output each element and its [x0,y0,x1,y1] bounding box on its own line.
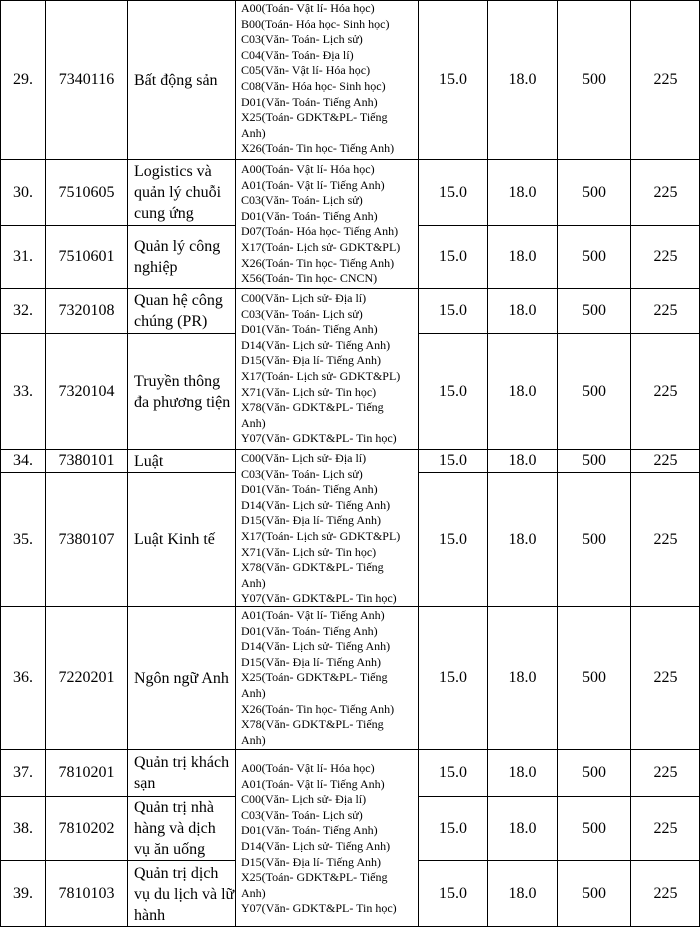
score-2-text: 18.0 [508,452,537,469]
stt-text: 36. [13,669,33,686]
code-text: 7810201 [58,764,115,781]
subject-combination: D15(Văn- Địa lí- Tiếng Anh) [241,854,381,869]
program-name [128,750,235,796]
code [46,797,127,860]
subject-combination: A01(Toán- Vật lí- Tiếng Anh) [241,608,385,622]
score-2 [488,1,557,159]
program-name-text: Quan hệ công chúng (PR) [134,292,223,330]
subject-combination: C03(Văn- Toán- Lịch sử) [241,193,363,208]
code [46,334,127,449]
program-name-text: Logistics và quản lý chuỗi cung ứng [134,163,222,222]
score-3-text: 500 [582,382,606,400]
stt [1,607,45,749]
program-name-text: Quản lý công nghiệp [134,238,221,276]
program-name-text: Quản trị nhà hàng và dịch vụ ăn uống [134,799,216,858]
score-1-text: 15.0 [439,452,467,469]
score-1 [419,797,487,860]
subject-combination: C03(Văn- Toán- Lịch sử) [241,466,363,481]
program-name [128,607,235,749]
score-4-text: 225 [653,71,678,88]
score-1-text: 15.0 [439,819,467,837]
subject-combination: X26(Toán- Tin học- Tiếng Anh) [241,255,395,270]
stt [1,473,45,606]
score-2 [488,861,557,927]
score-2-text: 18.0 [508,183,537,201]
subject-combination: A01(Toán- Vật lí- Tiếng Anh) [241,177,385,192]
score-4 [631,450,700,472]
code [46,160,127,225]
subject-combination: C00(Văn- Lịch sử- Địa lí) [241,792,367,807]
score-2-text: 18.0 [508,764,537,781]
program-name [128,1,235,159]
score-1 [419,473,487,606]
score-2 [488,607,557,749]
score-4 [631,607,700,749]
score-1-text: 15.0 [439,764,467,781]
subject-combination: D15(Văn- Địa lí- Tiếng Anh) [241,353,381,368]
score-3-text: 500 [582,248,606,265]
code-text: 7220201 [58,669,115,686]
program-name [128,797,235,860]
subject-combination: C03(Văn- Toán- Lịch sử) [241,32,363,47]
score-4 [631,289,700,333]
program-name-text: Ngôn ngữ Anh [134,669,229,687]
score-1-text: 15.0 [439,183,467,201]
score-3-text: 500 [582,819,606,837]
subject-combination: X26(Toán- Tin học- Tiếng Anh) [241,701,395,716]
score-4-text: 225 [653,669,678,686]
score-3-text: 500 [582,885,606,902]
stt-text: 34. [13,452,33,469]
subject-combination: A00(Toán- Vật lí- Hóa học) [241,162,375,176]
subject-combination: D01(Văn- Toán- Tiếng Anh) [241,208,378,223]
score-4 [631,334,700,449]
score-3-text: 500 [582,183,606,201]
stt-text: 30. [13,183,33,201]
score-4-text: 225 [653,248,678,265]
score-3 [558,473,630,606]
score-2 [488,473,557,606]
score-2 [488,750,557,796]
score-1 [419,861,487,927]
subject-combination: Anh) [241,575,266,590]
code [46,450,127,472]
score-3-text: 500 [582,302,606,319]
table-horizontal-rule [235,288,419,289]
subject-combination: A01(Toán- Vật lí- Tiếng Anh) [241,776,385,791]
subject-combination: X17(Toán- Lịch sử- GDKT&PL) [241,368,401,383]
score-3-text: 500 [582,530,606,548]
program-name [128,289,235,333]
stt [1,797,45,860]
code-text: 7340116 [58,71,115,88]
subject-combination: D14(Văn- Lịch sử- Tiếng Anh) [241,337,391,352]
stt [1,861,45,927]
score-4 [631,797,700,860]
stt-text: 39. [13,885,33,902]
subject-combination: D15(Văn- Địa lí- Tiếng Anh) [241,654,381,669]
program-name [128,861,235,927]
score-4-text: 225 [653,183,678,201]
score-1 [419,450,487,472]
score-2-text: 18.0 [508,71,537,88]
score-2-text: 18.0 [508,885,537,902]
program-name [128,334,235,449]
code [46,226,127,288]
subject-combination: C00(Văn- Lịch sử- Địa lí) [241,451,367,465]
subject-combination: X78(Văn- GDKT&PL- Tiếng [241,560,384,575]
table-horizontal-rule [235,159,419,160]
subject-combination: X78(Văn- GDKT&PL- Tiếng [241,717,384,732]
code-text: 7380107 [58,530,115,548]
table-vertical-rule [235,0,236,927]
code-text: 7510605 [58,183,115,201]
subject-combination: X71(Văn- Lịch sử- Tin học) [241,384,377,399]
subject-combination: A00(Toán- Vật lí- Hóa học) [241,1,375,15]
score-3 [558,797,630,860]
subject-combination: Anh) [241,732,266,747]
score-1-text: 15.0 [439,302,467,319]
score-2 [488,797,557,860]
code [46,289,127,333]
score-4 [631,1,700,159]
code-text: 7320104 [58,382,115,400]
subject-combination: B00(Toán- Hóa học- Sinh học) [241,16,390,31]
score-4-text: 225 [653,530,678,548]
stt-text: 31. [13,248,33,265]
code [46,1,127,159]
score-3 [558,450,630,472]
score-2 [488,334,557,449]
subject-combination: D01(Văn- Toán- Tiếng Anh) [241,482,378,497]
subject-combination-list [241,608,394,748]
score-1 [419,334,487,449]
program-name [128,160,235,225]
score-2-text: 18.0 [508,669,537,686]
score-2-text: 18.0 [508,530,537,548]
score-3-text: 500 [582,764,606,781]
subject-combination: Y07(Văn- GDKT&PL- Tin học) [241,431,397,446]
score-1 [419,750,487,796]
code-text: 7810202 [58,819,115,837]
score-3 [558,861,630,927]
stt [1,450,45,472]
score-2 [488,226,557,288]
code-text: 7510601 [58,248,115,265]
stt [1,160,45,225]
score-1 [419,289,487,333]
subject-combination: D07(Toán- Hóa học- Tiếng Anh) [241,224,399,239]
subject-combination: Anh) [241,415,266,430]
subject-combination-list [241,1,394,157]
subject-combination: C00(Văn- Lịch sử- Địa lí) [241,291,367,305]
subject-combination: D14(Văn- Lịch sử- Tiếng Anh) [241,639,391,654]
subject-combination: D15(Văn- Địa lí- Tiếng Anh) [241,513,381,528]
program-name-text: Luật Kinh tế [134,531,215,548]
subject-combination: Anh) [241,125,266,140]
score-4 [631,160,700,225]
subject-combination: C05(Văn- Vật lí- Hóa học) [241,63,371,78]
score-1 [419,1,487,159]
subject-combination: X17(Toán- Lịch sử- GDKT&PL) [241,528,401,543]
stt-text: 38. [13,819,33,837]
table-horizontal-rule [235,449,419,450]
score-3 [558,334,630,449]
score-3 [558,1,630,159]
subject-combination-list [241,761,397,917]
subject-combination: C04(Văn- Toán- Địa lí) [241,47,354,62]
code [46,750,127,796]
score-4 [631,750,700,796]
subject-combination: X25(Toán- GDKT&PL- Tiếng [241,870,388,885]
subject-combination: Y07(Văn- GDKT&PL- Tin học) [241,591,397,606]
subject-combination-list [241,451,400,607]
stt [1,750,45,796]
code-text: 7320108 [58,302,115,319]
program-name-text: Truyền thông đa phương tiện [134,372,231,411]
program-name [128,226,235,288]
subject-combination: Y07(Văn- GDKT&PL- Tin học) [241,901,397,916]
code [46,861,127,927]
score-4-text: 225 [653,819,678,837]
subject-combination: C03(Văn- Toán- Lịch sử) [241,807,363,822]
score-1-text: 15.0 [439,382,467,400]
subject-combination: C08(Văn- Hóa học- Sinh học) [241,78,386,93]
score-1 [419,607,487,749]
stt [1,334,45,449]
subject-combination: X25(Toán- GDKT&PL- Tiếng [241,670,388,685]
program-name-text: Bất động sản [134,71,218,89]
score-2-text: 18.0 [508,382,537,400]
subject-combination: D01(Văn- Toán- Tiếng Anh) [241,823,378,838]
score-1-text: 15.0 [439,71,467,88]
subject-combination: Anh) [241,685,266,700]
score-3-text: 500 [582,71,606,88]
score-3 [558,750,630,796]
score-1-text: 15.0 [439,248,467,265]
subject-combination: D14(Văn- Lịch sử- Tiếng Anh) [241,838,391,853]
score-4-text: 225 [653,452,678,469]
score-1-text: 15.0 [439,669,467,686]
score-2-text: 18.0 [508,248,537,265]
table-horizontal-rule [235,749,419,750]
score-4-text: 225 [653,764,678,781]
stt-text: 35. [13,530,33,548]
score-3-text: 500 [582,452,606,469]
program-name-text: Luật [134,452,164,470]
stt-text: 33. [13,382,33,400]
code-text: 7380101 [58,452,115,469]
stt [1,1,45,159]
score-3-text: 500 [582,669,606,686]
stt [1,226,45,288]
score-4 [631,861,700,927]
score-4 [631,473,700,606]
score-1 [419,226,487,288]
score-2 [488,450,557,472]
score-3 [558,289,630,333]
subject-combination: D01(Văn- Toán- Tiếng Anh) [241,623,378,638]
subject-combination: X17(Toán- Lịch sử- GDKT&PL) [241,239,401,254]
score-1-text: 15.0 [439,885,467,902]
subject-combination: D01(Văn- Toán- Tiếng Anh) [241,322,378,337]
stt [1,289,45,333]
subject-combination: X71(Văn- Lịch sử- Tin học) [241,544,377,559]
score-4 [631,226,700,288]
subject-combination: X26(Toán- Tin học- Tiếng Anh) [241,141,395,156]
subject-combination: X56(Toán- Tin học- CNCN) [241,271,378,286]
score-2-text: 18.0 [508,819,537,837]
score-1 [419,160,487,225]
stt-text: 32. [13,302,33,319]
subject-combination: C03(Văn- Toán- Lịch sử) [241,306,363,321]
score-4-text: 225 [653,885,678,902]
score-4-text: 225 [653,302,678,319]
code [46,607,127,749]
program-name-text: Quản trị khách sạn [134,754,230,792]
score-2-text: 18.0 [508,302,537,319]
code-text: 7810103 [58,885,115,902]
score-3 [558,607,630,749]
score-3 [558,226,630,288]
program-name [128,450,235,472]
score-3 [558,160,630,225]
score-2 [488,289,557,333]
subject-combination-list [241,291,400,447]
subject-combination-list [241,162,400,287]
subject-combination: D14(Văn- Lịch sử- Tiếng Anh) [241,497,391,512]
program-name [128,473,235,606]
stt-text: 29. [13,71,33,88]
code [46,473,127,606]
subject-combination: D01(Văn- Toán- Tiếng Anh) [241,94,378,109]
subject-combination: X78(Văn- GDKT&PL- Tiếng [241,400,384,415]
subject-combination: Anh) [241,885,266,900]
stt-text: 37. [13,764,33,781]
subject-combination: A00(Toán- Vật lí- Hóa học) [241,761,375,775]
score-4-text: 225 [653,382,678,400]
score-1-text: 15.0 [439,530,467,548]
subject-combination: X25(Toán- GDKT&PL- Tiếng [241,110,388,125]
score-2 [488,160,557,225]
program-name-text: Quản trị dịch vụ du lịch và lữ hành [134,864,235,924]
